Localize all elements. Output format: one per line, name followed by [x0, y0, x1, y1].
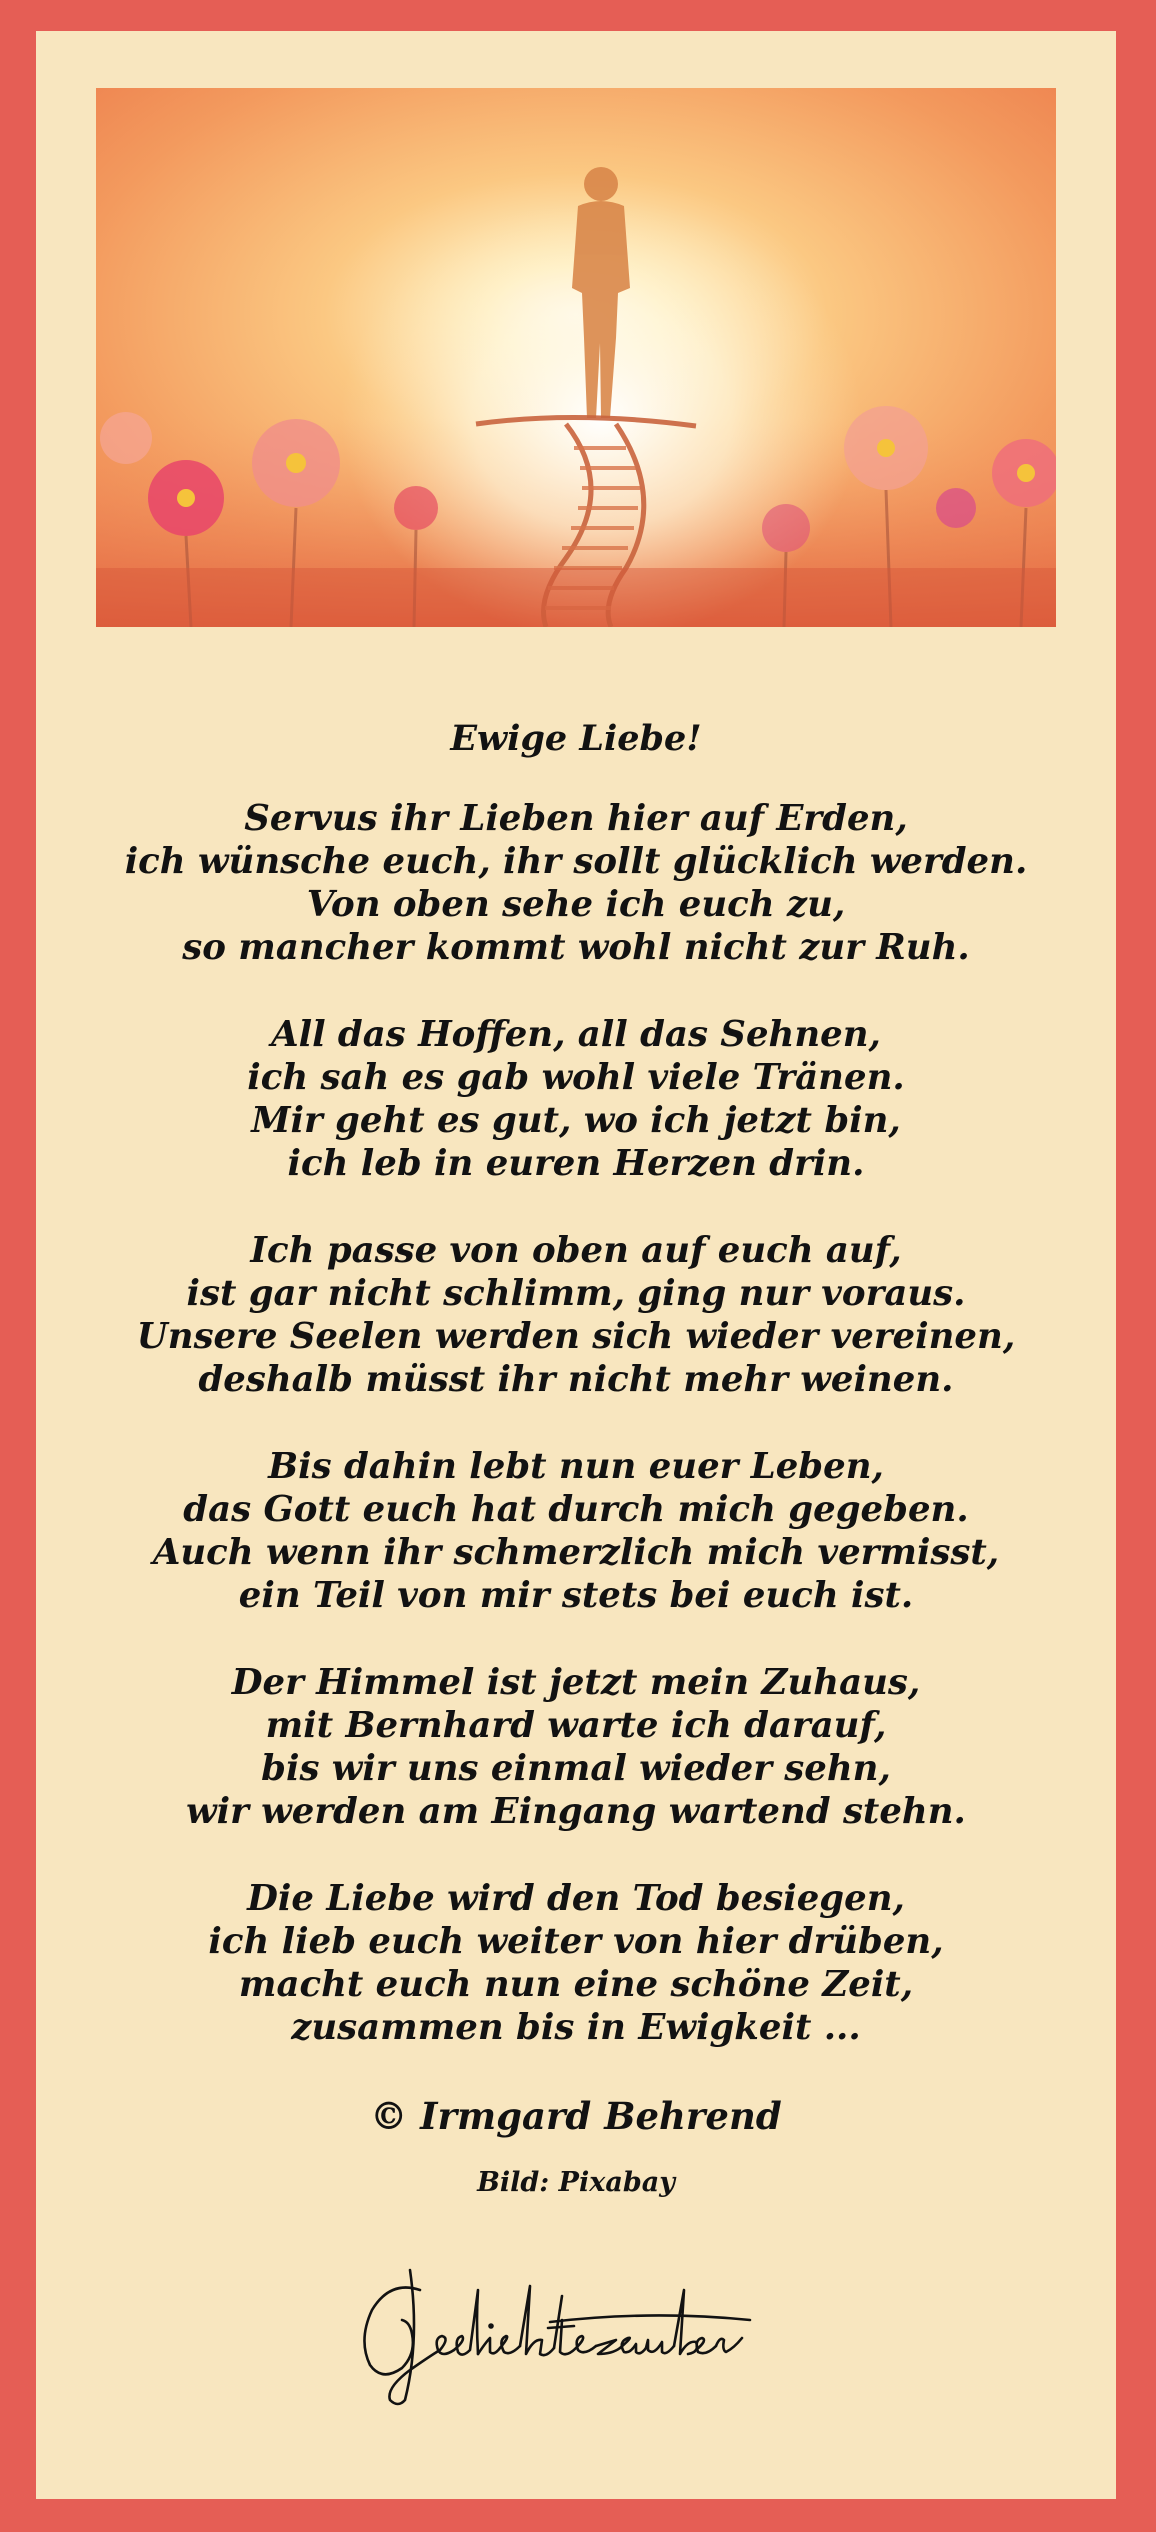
poem-line: das Gott euch hat durch mich gegeben. — [183, 1489, 969, 1530]
stanza-1 — [36, 797, 1116, 969]
poem-line: macht euch nun eine schöne Zeit, — [238, 1964, 914, 2005]
author-copyright: © Irmgard Behrend — [370, 2094, 782, 2138]
poem-line: Mir geht es gut, wo ich jetzt bin, — [251, 1100, 901, 1141]
handwritten-signature-logo — [350, 2250, 810, 2410]
stanza-4 — [36, 1445, 1116, 1617]
poem-line: bis wir uns einmal wieder sehn, — [261, 1748, 891, 1789]
poem-line: Die Liebe wird den Tod besiegen, — [247, 1878, 905, 1919]
poem-line: Ich passe von oben auf euch auf, — [250, 1230, 902, 1271]
poem-line: ist gar nicht schlimm, ging nur voraus. — [186, 1273, 966, 1314]
poem-line: mit Bernhard warte ich darauf, — [265, 1705, 887, 1746]
poem-line: Servus ihr Lieben hier auf Erden, — [244, 798, 908, 839]
poem-line: Unsere Seelen werden sich wieder vereinen, — [136, 1316, 1016, 1357]
poem-line: wir werden am Eingang wartend stehn. — [186, 1791, 966, 1832]
header-image — [96, 88, 1056, 627]
signature-logo — [350, 2250, 810, 2410]
poem-line: All das Hoffen, all das Sehnen, — [271, 1014, 881, 1055]
poem-line: Von oben sehe ich euch zu, — [306, 884, 846, 925]
poem — [36, 712, 1116, 2203]
poem-line: Auch wenn ihr schmerzlich mich vermisst, — [152, 1532, 1000, 1573]
stanza-5 — [36, 1661, 1116, 1833]
poem-line: zusammen bis in Ewigkeit ... — [291, 2007, 861, 2048]
poem-line: deshalb müsst ihr nicht mehr weinen. — [198, 1359, 954, 1400]
stanza-6 — [36, 1877, 1116, 2049]
stanza-2 — [36, 1013, 1116, 1185]
poem-title: Ewige Liebe! — [450, 718, 702, 759]
poem-line: ich sah es gab wohl viele Tränen. — [247, 1057, 905, 1098]
image-credit: Bild: Pixabay — [477, 2167, 675, 2198]
poem-line: ein Teil von mir stets bei euch ist. — [238, 1575, 914, 1616]
poem-line: so mancher kommt wohl nicht zur Ruh. — [182, 927, 970, 968]
poem-line: Bis dahin lebt nun euer Leben, — [268, 1446, 884, 1487]
poem-line: Der Himmel ist jetzt mein Zuhaus, — [231, 1662, 921, 1703]
stairway-to-light-image — [96, 88, 1056, 627]
poem-line: ich leb in euren Herzen drin. — [287, 1143, 865, 1184]
stanza-3 — [36, 1229, 1116, 1401]
poem-line: ich wünsche euch, ihr sollt glücklich werden. — [124, 841, 1028, 882]
poem-line: ich lieb euch weiter von hier drüben, — [208, 1921, 944, 1962]
